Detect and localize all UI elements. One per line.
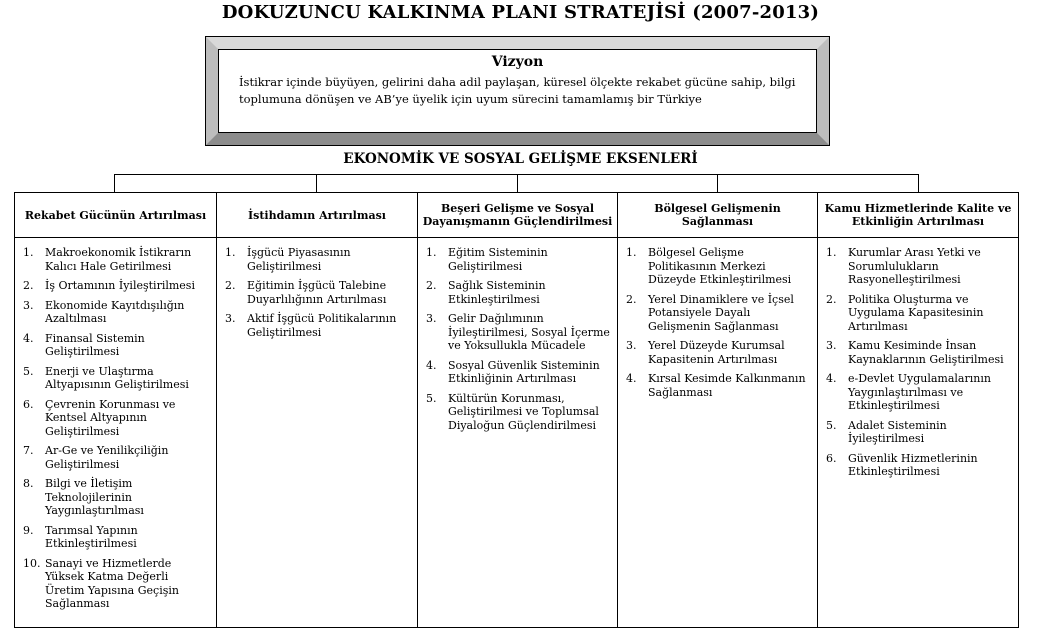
list-item bbox=[626, 372, 811, 399]
list-item bbox=[826, 246, 1012, 287]
list-item bbox=[426, 392, 611, 433]
axis-header: Bölgesel Gelişmenin Sağlanması bbox=[617, 192, 818, 238]
axis-header: Rekabet Gücünün Artırılması bbox=[14, 192, 217, 238]
item-number: 1. bbox=[426, 246, 437, 259]
item-number: 5. bbox=[426, 391, 437, 405]
item-text: Ar-Ge ve Yenilikçiliğin Geliştirilmesi bbox=[45, 444, 169, 471]
list-item bbox=[826, 339, 1012, 366]
item-number: 5. bbox=[23, 364, 34, 378]
item-text: Tarımsal Yapının Etkinleştirilmesi bbox=[45, 523, 138, 550]
item-number: 2. bbox=[626, 292, 637, 306]
list-item bbox=[225, 312, 411, 339]
item-number: 4. bbox=[23, 331, 34, 345]
item-text: Adalet Sisteminin İyileştirilmesi bbox=[848, 418, 947, 445]
item-text: Kamu Kesiminde İnsan Kaynaklarının Geliştirilmesi bbox=[848, 339, 1004, 366]
item-number: 7. bbox=[23, 444, 34, 457]
item-number: 4. bbox=[426, 358, 437, 372]
item-number: 6. bbox=[826, 451, 837, 465]
item-number: 2. bbox=[225, 279, 236, 292]
item-text: Sosyal Güvenlik Sisteminin Etkinliğinin Artırılması bbox=[448, 358, 600, 385]
item-text: Gelir Dağılımının İyileştirilmesi, Sosyal İçerme ve Yoksullukla Mücadele bbox=[448, 312, 610, 352]
axis-item-list bbox=[826, 246, 1012, 479]
item-text: e-Devlet Uygulamalarının Yaygınlaştırılması ve Etkinleştirilmesi bbox=[848, 372, 991, 412]
vision-box bbox=[205, 36, 830, 146]
item-text: Enerji ve Ulaştırma Altyapısının Geliştirilmesi bbox=[45, 364, 189, 391]
axis-item-list bbox=[225, 246, 411, 339]
list-item bbox=[626, 339, 811, 366]
item-number: 10. bbox=[23, 556, 41, 570]
list-item bbox=[23, 246, 210, 273]
item-text: Makroekonomik İstikrarın Kalıcı Hale Getirilmesi bbox=[45, 246, 192, 273]
axes-title: EKONOMİK VE SOSYAL GELİŞME EKSENLERİ bbox=[343, 151, 698, 167]
list-item bbox=[23, 557, 210, 611]
item-number: 2. bbox=[826, 292, 837, 306]
axis-header: Kamu Hizmetlerinde Kalite ve Etkinliğin Artırılması bbox=[817, 192, 1019, 238]
list-item bbox=[426, 359, 611, 386]
axis-header: Beşeri Gelişme ve Sosyal Dayanışmanın Güçlendirilmesi bbox=[417, 192, 618, 238]
item-number: 4. bbox=[626, 372, 637, 385]
item-text: Bölgesel Gelişme Politikasının Merkezi Düzeyde Etkinleştirilmesi bbox=[648, 246, 792, 286]
item-number: 4. bbox=[826, 372, 837, 385]
item-text: Bilgi ve İletişim Teknolojilerinin Yaygınlaştırılması bbox=[45, 477, 144, 517]
list-item bbox=[225, 279, 411, 306]
item-text: İş Ortamının İyileştirilmesi bbox=[45, 279, 195, 292]
vision-heading: Vizyon bbox=[491, 54, 544, 70]
axis-body bbox=[617, 238, 818, 628]
item-text: Kırsal Kesimde Kalkınmanın Sağlanması bbox=[648, 372, 806, 399]
item-number: 3. bbox=[626, 339, 637, 352]
axis-body bbox=[216, 238, 418, 628]
item-number: 3. bbox=[225, 312, 236, 325]
list-item bbox=[23, 332, 210, 359]
vision-text: İstikrar içinde büyüyen, gelirini daha adil paylaşan, küresel ölçekte rekabet gücüne sahip, bilgi toplumuna dönüşen ve AB’ye üyelik için uyum sürecini tamamlamış bir Türkiye bbox=[239, 75, 796, 106]
list-item bbox=[826, 372, 1012, 413]
item-number: 1. bbox=[826, 246, 837, 259]
list-item bbox=[23, 365, 210, 392]
item-text: Güvenlik Hizmetlerinin Etkinleştirilmesi bbox=[848, 451, 978, 478]
item-text: Eğitimin İşgücü Talebine Duyarlılığının Artırılması bbox=[247, 279, 387, 306]
item-text: Yerel Dinamiklere ve İçsel Potansiyele Dayalı Gelişmenin Sağlanması bbox=[648, 292, 794, 333]
vision-panel bbox=[218, 49, 817, 133]
list-item bbox=[426, 312, 611, 353]
item-text: Politika Oluşturma ve Uygulama Kapasitesinin Artırılması bbox=[848, 292, 984, 333]
connector-col-2 bbox=[316, 174, 317, 192]
connector-col-3 bbox=[517, 174, 518, 192]
connector-col-5 bbox=[918, 174, 919, 192]
axis-body bbox=[14, 238, 217, 628]
list-item bbox=[826, 293, 1012, 334]
item-number: 9. bbox=[23, 523, 34, 537]
item-text: Finansal Sistemin Geliştirilmesi bbox=[45, 331, 145, 358]
list-item bbox=[23, 299, 210, 326]
item-number: 2. bbox=[426, 279, 437, 292]
item-text: İşgücü Piyasasının Geliştirilmesi bbox=[247, 246, 351, 273]
vision-bevel-bottom bbox=[206, 133, 829, 145]
item-number: 2. bbox=[23, 279, 34, 292]
item-text: Kültürün Korunması, Geliştirilmesi ve Toplumsal Diyaloğun Güçlendirilmesi bbox=[448, 391, 599, 432]
item-text: Eğitim Sisteminin Geliştirilmesi bbox=[448, 246, 548, 273]
connector-col-1 bbox=[114, 174, 115, 192]
vision-bevel-top bbox=[206, 37, 829, 49]
item-number: 6. bbox=[23, 397, 34, 411]
axis-header: İstihdamın Artırılması bbox=[216, 192, 418, 238]
axis-item-list bbox=[23, 246, 210, 611]
item-number: 1. bbox=[225, 246, 236, 259]
list-item bbox=[426, 279, 611, 306]
axis-body bbox=[417, 238, 618, 628]
list-item bbox=[626, 246, 811, 287]
list-item bbox=[23, 477, 210, 518]
list-item bbox=[626, 293, 811, 334]
list-item bbox=[23, 524, 210, 551]
list-item bbox=[23, 279, 210, 293]
item-text: Sanayi ve Hizmetlerde Yüksek Katma Değerli Üretim Yapısına Geçişin Sağlanması bbox=[45, 556, 179, 610]
item-text: Aktif İşgücü Politikalarının Geliştirilmesi bbox=[247, 312, 397, 339]
connector-col-4 bbox=[717, 174, 718, 192]
item-text: Ekonomide Kayıtdışılığın Azaltılması bbox=[45, 298, 185, 325]
item-text: Çevrenin Korunması ve Kentsel Altyapının Geliştirilmesi bbox=[45, 397, 176, 438]
item-text: Yerel Düzeyde Kurumsal Kapasitenin Artırılması bbox=[648, 339, 785, 366]
item-number: 3. bbox=[426, 312, 437, 325]
item-text: Kurumlar Arası Yetki ve Sorumlulukların Rasyonelleştirilmesi bbox=[848, 246, 981, 286]
list-item bbox=[225, 246, 411, 273]
list-item bbox=[23, 444, 210, 471]
list-item bbox=[426, 246, 611, 273]
item-text: Sağlık Sisteminin Etkinleştirilmesi bbox=[448, 279, 546, 306]
axis-item-list bbox=[626, 246, 811, 399]
page-title: DOKUZUNCU KALKINMA PLANI STRATEJİSİ (2007-2013) bbox=[221, 2, 820, 23]
item-number: 1. bbox=[23, 246, 34, 259]
item-number: 3. bbox=[826, 339, 837, 352]
item-number: 5. bbox=[826, 418, 837, 432]
item-number: 1. bbox=[626, 246, 637, 259]
list-item bbox=[826, 419, 1012, 446]
list-item bbox=[826, 452, 1012, 479]
item-number: 8. bbox=[23, 477, 34, 490]
item-number: 3. bbox=[23, 298, 34, 312]
axis-body bbox=[817, 238, 1019, 628]
list-item bbox=[23, 398, 210, 439]
axis-item-list bbox=[426, 246, 611, 432]
